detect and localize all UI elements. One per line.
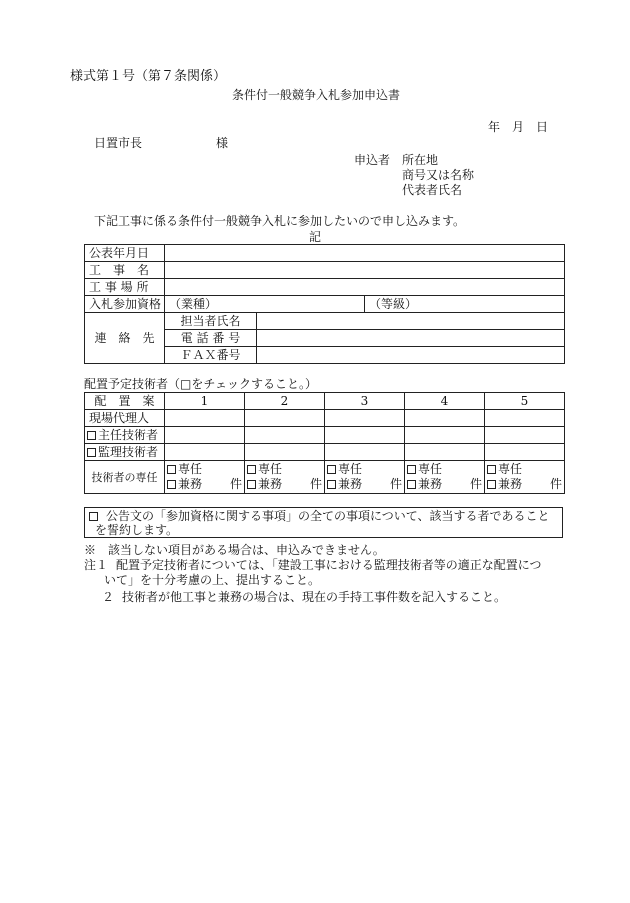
pledge-box — [84, 507, 563, 538]
table-row — [85, 313, 565, 330]
concurrent-text: 兼務 — [498, 477, 523, 491]
dedicated-text: 専任 — [178, 462, 203, 476]
site-agent-cell[interactable] — [485, 410, 565, 427]
grade-field[interactable]: （等級） — [365, 296, 565, 313]
work-name-label: 工 事 名 — [85, 262, 165, 279]
chief-engineer-cell[interactable] — [245, 427, 325, 444]
table-row — [85, 296, 565, 313]
announce-date-value[interactable] — [165, 245, 565, 262]
count-unit: 件 — [549, 477, 562, 491]
table-row — [85, 410, 565, 427]
checkbox-icon[interactable] — [407, 465, 416, 474]
plan-number: 1 — [165, 393, 245, 410]
applicant-address: 所在地 — [402, 153, 439, 167]
plan-number: 5 — [485, 393, 565, 410]
announce-date-label: 公表年月日 — [85, 245, 165, 262]
checkbox-icon[interactable] — [89, 512, 98, 521]
checkbox-icon[interactable] — [167, 465, 176, 474]
supervising-engineer-cell[interactable] — [325, 444, 405, 461]
qualification-label: 入札参加資格 — [85, 296, 165, 313]
fax-label: ＦＡＸ番号 — [165, 347, 257, 364]
chief-engineer-text: 主任技術者 — [98, 427, 159, 442]
chief-engineer-cell[interactable] — [485, 427, 565, 444]
site-agent-cell[interactable] — [325, 410, 405, 427]
checkbox-icon[interactable] — [87, 448, 96, 457]
concurrent-text: 兼務 — [258, 477, 283, 491]
checkbox-icon[interactable] — [327, 465, 336, 474]
count-unit: 件 — [389, 477, 402, 491]
site-agent-cell[interactable] — [405, 410, 485, 427]
exclusivity-cell — [245, 461, 325, 494]
form-number: 様式第１号（第７条関係） — [70, 69, 227, 84]
site-agent-cell[interactable] — [165, 410, 245, 427]
note-1-label: 注１ — [84, 558, 109, 572]
table-row — [85, 427, 565, 444]
note-2-text: 技術者が他工事と兼務の場合は、現在の手持工事件数を記入すること。 — [122, 590, 507, 604]
technician-table — [84, 392, 565, 494]
note-2-label: ２ — [102, 590, 115, 604]
plan-number: 4 — [405, 393, 485, 410]
applicant-company: 商号又は名称 — [402, 168, 475, 182]
applicant-label: 申込者 — [354, 153, 391, 167]
concurrent-text: 兼務 — [418, 477, 443, 491]
plan-label: 配 置 案 — [85, 393, 165, 410]
checkbox-icon[interactable] — [87, 431, 96, 440]
exclusivity-cell — [325, 461, 405, 494]
fax-value[interactable] — [257, 347, 565, 364]
work-place-label: 工 事 場 所 — [85, 279, 165, 296]
supervising-engineer-cell[interactable] — [165, 444, 245, 461]
checkbox-icon[interactable] — [487, 480, 496, 489]
chief-engineer-cell[interactable] — [165, 427, 245, 444]
honorific: 様 — [216, 136, 229, 150]
exclusivity-cell — [165, 461, 245, 494]
checkbox-icon[interactable] — [167, 480, 176, 489]
warning-note: ※ 該当しない項目がある場合は、申込みできません。 — [84, 543, 385, 557]
contact-label: 連 絡 先 — [85, 313, 165, 364]
checkbox-icon[interactable] — [247, 465, 256, 474]
exclusivity-cell — [485, 461, 565, 494]
table-row — [85, 245, 565, 262]
ki-label: 記 — [309, 230, 322, 244]
info-table — [84, 244, 565, 364]
applicant-representative: 代表者氏名 — [402, 183, 463, 197]
dedicated-text: 専任 — [498, 462, 523, 476]
checkbox-icon[interactable] — [327, 480, 336, 489]
checkbox-icon[interactable] — [487, 465, 496, 474]
site-agent-cell[interactable] — [245, 410, 325, 427]
exclusivity-cell — [405, 461, 485, 494]
checkbox-icon[interactable] — [247, 480, 256, 489]
supervising-engineer-cell[interactable] — [405, 444, 485, 461]
supervising-engineer-cell[interactable] — [245, 444, 325, 461]
supervising-engineer-text: 監理技術者 — [98, 444, 159, 459]
table-row — [85, 461, 565, 494]
addressee: 日置市長 — [94, 136, 143, 150]
work-name-value[interactable] — [165, 262, 565, 279]
dedicated-text: 専任 — [418, 462, 443, 476]
count-unit: 件 — [309, 477, 322, 491]
tech-heading: 配置予定技術者（□をチェックすること。） — [84, 377, 317, 391]
concurrent-text: 兼務 — [178, 477, 203, 491]
pledge-line-2: を誓約します。 — [95, 523, 179, 537]
pledge-line-1: 公告文の「参加資格に関する事項」の全ての事項について、該当する者であること — [106, 509, 550, 523]
person-label: 担当者氏名 — [165, 313, 257, 330]
supervising-engineer-label — [85, 444, 165, 461]
chief-engineer-cell[interactable] — [325, 427, 405, 444]
dedicated-text: 専任 — [338, 462, 363, 476]
person-value[interactable] — [257, 313, 565, 330]
industry-field[interactable]: （業種） — [165, 296, 365, 313]
table-row — [85, 279, 565, 296]
table-row — [85, 393, 565, 410]
note-1-line-1: 配置予定技術者については、「建設工事における監理技術者等の適正な配置につ — [116, 558, 542, 572]
phone-label: 電 話 番 号 — [165, 330, 257, 347]
site-agent-label: 現場代理人 — [85, 410, 165, 427]
plan-number: 2 — [245, 393, 325, 410]
chief-engineer-label — [85, 427, 165, 444]
phone-value[interactable] — [257, 330, 565, 347]
table-row — [85, 262, 565, 279]
supervising-engineer-cell[interactable] — [485, 444, 565, 461]
page-title: 条件付一般競争入札参加申込書 — [232, 88, 401, 102]
checkbox-icon[interactable] — [407, 480, 416, 489]
plan-number: 3 — [325, 393, 405, 410]
chief-engineer-cell[interactable] — [405, 427, 485, 444]
dedicated-text: 専任 — [258, 462, 283, 476]
date-line: 年 月 日 — [488, 120, 549, 134]
table-row — [85, 444, 565, 461]
intro-text: 下記工事に係る条件付一般競争入札に参加したいので申し込みます。 — [94, 214, 466, 228]
concurrent-text: 兼務 — [338, 477, 363, 491]
note-1-line-2: いて」を十分考慮の上、提出すること。 — [104, 573, 321, 587]
count-unit: 件 — [469, 477, 482, 491]
exclusivity-label: 技術者の専任 — [85, 461, 165, 494]
count-unit: 件 — [229, 477, 242, 491]
work-place-value[interactable] — [165, 279, 565, 296]
